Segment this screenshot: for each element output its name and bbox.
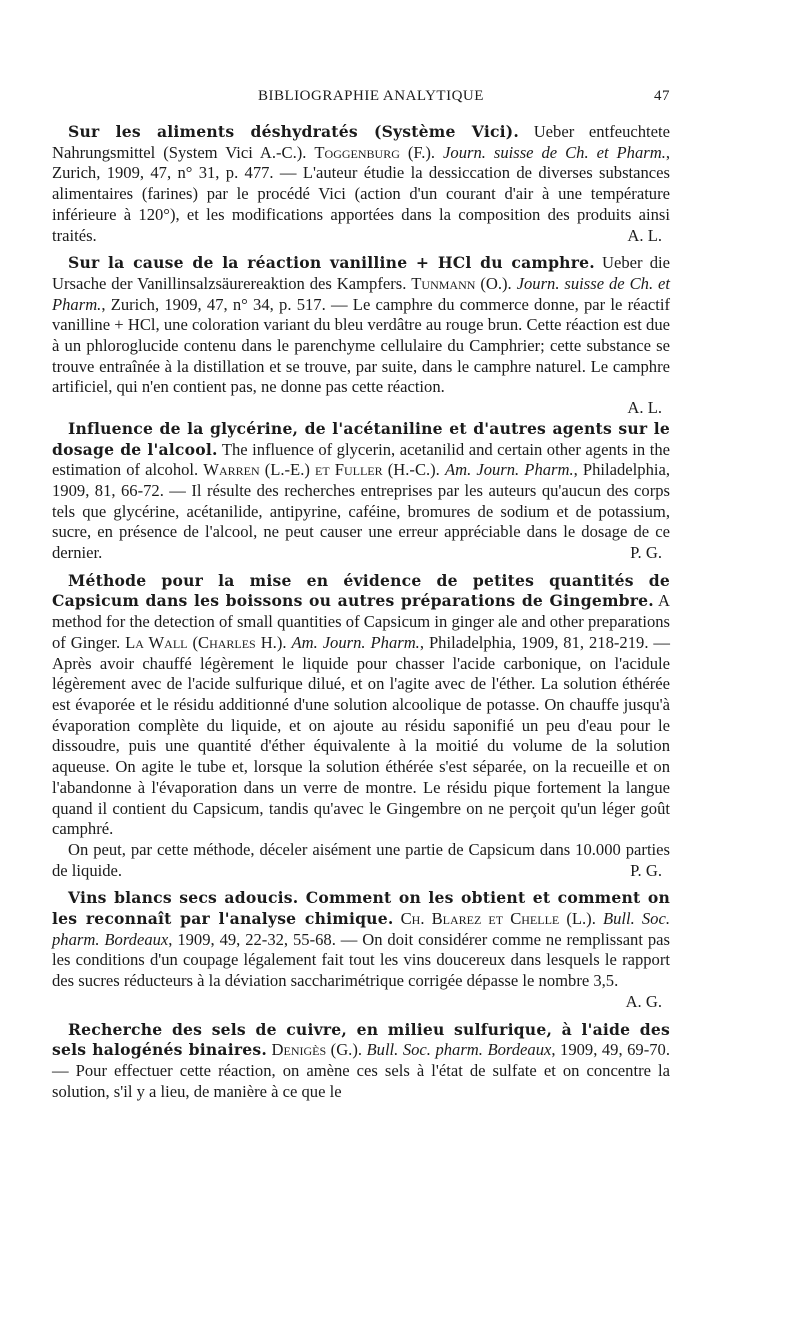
entry-body: , Philadelphia, 1909, 81, 66-72. — Il résulte des recherches entreprises par les auteurs qu'aucun des corps tels que glycérine, acétanilide, antipyrine, caféine, bromures de sodium et de potassium, sucre, en présence de l'alcool, ne peut causer une erreur appréciable dans le dosage de ce dernier. [52,460,671,563]
entry-body: , Zurich, 1909, 47, n° 34, p. 517. — Le camphre du commerce donne, par le réactif vanilline + HCl, une coloration variant du bleu verdâtre au rouge brun. Cette réaction est due à un phloroglucide contenu dans le parenchyme cellulaire du Camphrier; cette substance se trouve entraînée à la distillation et se trouve, par suite, dans le camphre naturel. Le camphre artificiel, qui n'en contient pas, ne donne pas cette réaction. [52,294,670,397]
entry-paragraph [52,419,670,564]
running-title: BIBLIOGRAPHIE ANALYTIQUE [258,88,484,104]
entry-signature: A. G. [625,991,662,1011]
entry-translation: The influence of glycerin, acetanilid and certain other agents in the estimation of alcohol. [52,439,670,480]
entry-heading: Recherche des sels de cuivre, en milieu sulfurique, à l'aide des sels halogénés binaires. [52,1019,670,1060]
entry-author: La Wall (Charles H.). [125,632,292,652]
entry-heading: Sur les aliments déshydratés (Système Vici). [68,122,519,141]
entry-heading: Vins blancs secs adoucis. Comment on les obtient et comment on les reconnaît par l'analyse chimique. [52,888,670,929]
text-column [52,122,670,1102]
entry-translation: Ueber die Ursache der Vanillinsalzsäurereaktion des Kampfers. [52,253,670,293]
entry-heading: Sur la cause de la réaction vanilline + HCl du camphre. [68,253,595,273]
entry-paragraph [52,1020,670,1103]
entry-author: Warren (L.-E.) et Fuller (H.-C.). [203,460,445,480]
entry-paragraph-continued [52,840,670,881]
abstract-entry [52,571,670,882]
entry-heading: Influence de la glycérine, de l'acétaniline et d'autres agents sur le dosage de l'alcool. [52,418,670,459]
entry-paragraph [52,253,670,398]
entry-signature: A. L. [627,398,662,418]
entry-body: , 1909, 49, 22-32, 55-68. — On doit considérer comme ne remplissant pas les conditions d'un coupage légalement fait tout les vins doucereux dans lesquels le rapport des sucres réducteurs à la déviation saccharimétrique corrigée dépasse le nombre 3,5. [52,929,670,991]
entry-journal: Bull. Soc. pharm. Bordeaux [366,1040,552,1060]
entry-signature: P. G. [630,860,662,880]
entry-heading: Méthode pour la mise en évidence de petites quantités de Capsicum dans les boissons ou autres préparations de Gingembre. [52,570,670,611]
entry-paragraph [52,888,670,1012]
abstract-entry [52,253,670,419]
entry-signature: P. G. [630,543,662,563]
entry-body: , Philadelphia, 1909, 81, 218-219. — Après avoir chauffé légèrement le liquide pour chasser l'acide carbonique, on l'acidule légèrement avec de l'acide sulfurique dilué, et on l'agite avec de l'éther. La solution éthérée est évaporée et le résidu additionné d'une solution alcoolique de potasse. On chauffe jusqu'à évaporation complète du liquide, et on ajoute au résidu saponifié un peu d'eau pour le dissoudre, puis une quantité d'éther équivalente à la moitié du volume de la solution aqueuse. On agite le tube et, lorsque la solution éthérée s'est séparée, on la recueille et on l'abandonne à l'évaporation dans un verre de montre. Le résidu pique fortement la langue quand il contient du Capsicum, tandis qu'avec le Gingembre on ne perçoit qu'un léger goût camphré. [52,632,671,839]
entry-paragraph [52,122,670,246]
entry-journal: Am. Journ. Pharm. [291,632,420,652]
entry-extra: On peut, par cette méthode, déceler aisément une partie de Capsicum dans 10.000 parties de liquide. [52,839,670,880]
page-number: 47 [654,88,670,104]
entry-translation: A method for the detection of small quantities of Capsicum in ginger ale and other preparations of Ginger. [52,591,670,652]
entry-body: , 1909, 49, 69-70. — Pour effectuer cette réaction, on amène ces sels à l'état de sulfate et on concentre la solution, s'il y a lieu, de manière à ce que le [52,1040,670,1101]
abstract-entry [52,419,670,564]
entry-author: Denigès (G.). [271,1040,367,1060]
entry-paragraph [52,571,670,840]
entry-journal: Journ. suisse de Ch. et Pharm. [52,273,670,314]
entry-journal: Am. Journ. Pharm. [444,460,574,480]
entry-author: Toggenburg (F.). [314,142,444,162]
entry-journal: Bull. Soc. pharm. Bordeaux [52,909,670,949]
entry-signature: A. L. [627,225,662,245]
abstract-entry [52,1020,670,1103]
abstract-entry [52,122,670,246]
running-header [60,88,670,112]
entry-journal: Journ. suisse de Ch. et Pharm. [443,142,666,162]
abstract-entry [52,888,670,1012]
entry-author: Tunmann (O.). [411,273,517,293]
entry-body: , Zurich, 1909, 47, n° 31, p. 477. — L'auteur étudie la dessiccation de diverses substances alimentaires (farines) par le procédé Vici (action d'un courant d'air à une température inférieure à 120°), et les modifications apportées dans la composition des produits ainsi traités. [52,142,670,245]
entry-translation: Ueber entfeuchtete Nahrungsmittel (System Vici A.-C.). [52,122,670,162]
entry-author: Ch. Blarez et Chelle (L.). [400,909,603,929]
